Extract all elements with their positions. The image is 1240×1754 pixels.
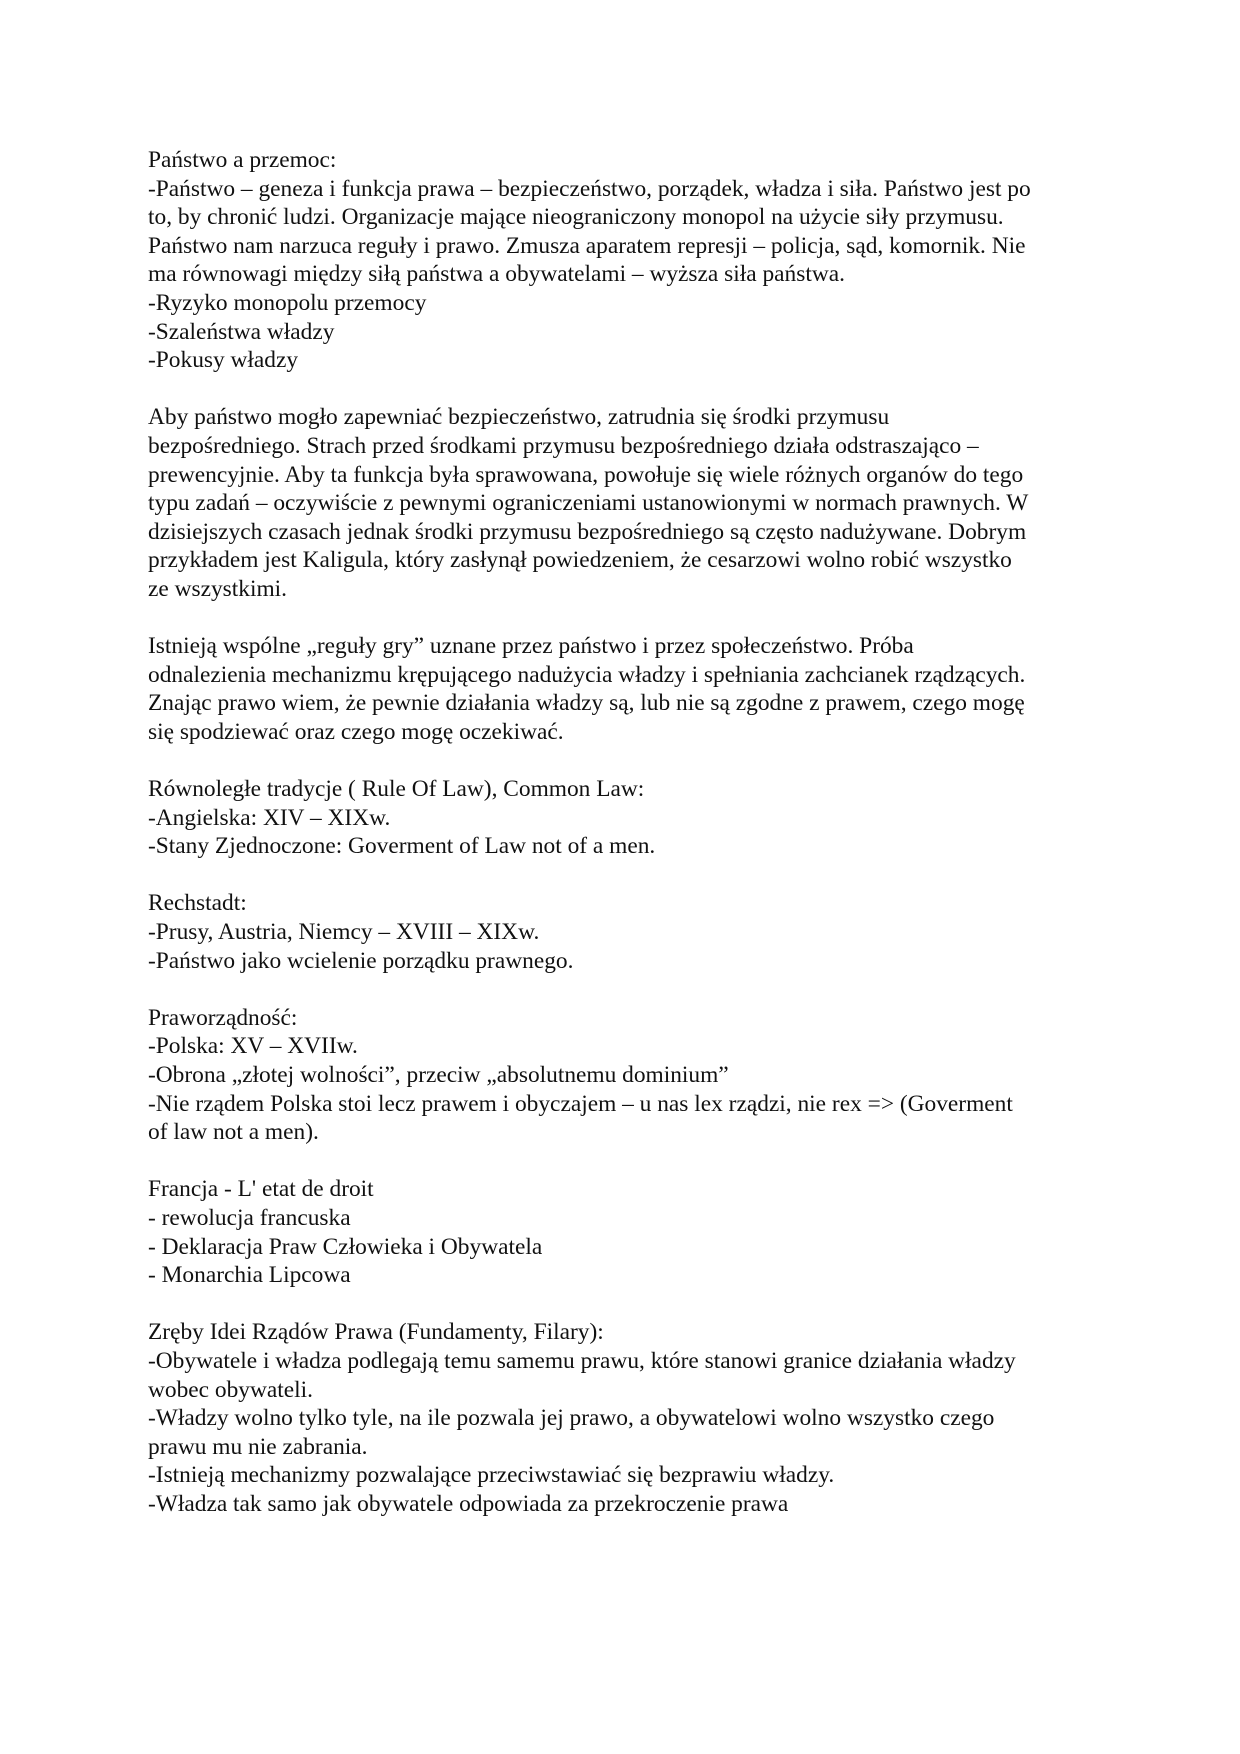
section-heading: Równoległe tradycje ( Rule Of Law), Common Law:	[148, 776, 645, 803]
text-line: Państwo nam narzuca reguły i prawo. Zmusza aparatem represji – policja, sąd, komornik. Nie	[148, 232, 1026, 259]
list-item: -Obrona „złotej wolności”, przeciw „absolutnemu dominium”	[148, 1062, 729, 1088]
section-francja	[148, 1175, 1108, 1289]
list-item: - Deklaracja Praw Człowieka i Obywatela	[148, 1233, 543, 1260]
section-praworzadnosc	[148, 1004, 1108, 1147]
text-line: prawu mu nie zabrania.	[148, 1433, 368, 1460]
list-item: -Prusy, Austria, Niemcy – XVIII – XIXw.	[148, 919, 540, 946]
list-item: -Pokusy władzy	[148, 347, 299, 374]
text-line: Istnieją wspólne „reguły gry” uznane przez państwo i przez społeczeństwo. Próba	[148, 633, 914, 660]
section-zreby-idei	[148, 1318, 1108, 1518]
text-line: prewencyjnie. Aby ta funkcja była sprawowana, powołuje się wiele różnych organów do tego	[148, 461, 1024, 488]
text-line: dzisiejszych czasach jednak środki przymusu bezpośredniego są często nadużywane. Dobrym	[148, 518, 1027, 545]
text-line: Znając prawo wiem, że pewnie działania władzy są, lub nie są zgodne z prawem, czego mogę	[148, 690, 1025, 717]
section-rechstadt	[148, 889, 1108, 975]
section-heading: Zręby Idei Rządów Prawa (Fundamenty, Filary):	[148, 1319, 604, 1346]
list-item: -Istnieją mechanizmy pozwalające przeciwstawiać się bezprawiu władzy.	[148, 1462, 835, 1489]
text-line: of law not a men).	[148, 1119, 319, 1146]
list-item: - Monarchia Lipcowa	[148, 1262, 351, 1289]
section-panstwo-a-przemoc	[148, 146, 1108, 375]
list-item: -Nie rządem Polska stoi lecz prawem i obyczajem – u nas lex rządzi, nie rex => (Goverment	[148, 1090, 1013, 1117]
text-line: -Państwo – geneza i funkcja prawa – bezpieczeństwo, porządek, władza i siła. Państwo jest po	[148, 175, 1031, 202]
text-line: ze wszystkimi.	[148, 575, 288, 602]
text-line: ma równowagi między siłą państwa a obywatelami – wyższa siła państwa.	[148, 261, 845, 288]
text-line: przykładem jest Kaligula, który zasłynął powiedzeniem, że cesarzowi wolno robić wszystko	[148, 547, 1012, 574]
list-item: -Stany Zjednoczone: Goverment of Law not of a men.	[148, 833, 656, 860]
section-reguly-gry	[148, 632, 1108, 746]
section-heading: Francja - L' etat de droit	[148, 1176, 374, 1203]
list-item: - rewolucja francuska	[148, 1204, 351, 1231]
list-item: -Angielska: XIV – XIXw.	[148, 804, 391, 831]
text-line: wobec obywateli.	[148, 1376, 313, 1403]
text-line: odnalezienia mechanizmu krępującego nadużycia władzy i spełniania zachcianek rządzących.	[148, 661, 1026, 688]
text-line: się spodziewać oraz czego mogę oczekiwać.	[148, 718, 564, 745]
text-line: typu zadań – oczywiście z pewnymi ograniczeniami ustanowionymi w normach prawnych. W	[148, 490, 1029, 517]
list-item: -Szaleństwa władzy	[148, 318, 335, 345]
list-item: -Polska: XV – XVIIw.	[148, 1033, 358, 1060]
list-item: -Państwo jako wcielenie porządku prawnego.	[148, 947, 574, 974]
text-line: to, by chronić ludzi. Organizacje mające nieograniczony monopol na użycie siły przymusu.	[148, 204, 1004, 231]
text-line: bezpośredniego. Strach przed środkami przymusu bezpośredniego działa odstraszająco –	[148, 432, 979, 459]
list-item: -Władzy wolno tylko tyle, na ile pozwala jej prawo, a obywatelowi wolno wszystko czego	[148, 1405, 995, 1432]
section-heading: Rechstadt:	[148, 890, 247, 917]
section-heading: Państwo a przemoc:	[148, 147, 337, 173]
list-item: -Ryzyko monopolu przemocy	[148, 289, 427, 316]
section-rownolegle-tradycje	[148, 775, 1108, 861]
list-item: -Władza tak samo jak obywatele odpowiada za przekroczenie prawa	[148, 1490, 789, 1517]
text-line: Aby państwo mogło zapewniać bezpieczeństwo, zatrudnia się środki przymusu	[148, 404, 890, 431]
document-page	[148, 146, 1108, 1547]
section-heading: Praworządność:	[148, 1004, 298, 1031]
list-item: -Obywatele i władza podlegają temu samemu prawu, które stanowi granice działania władzy	[148, 1347, 1016, 1374]
section-bezpieczenstwo	[148, 403, 1108, 603]
